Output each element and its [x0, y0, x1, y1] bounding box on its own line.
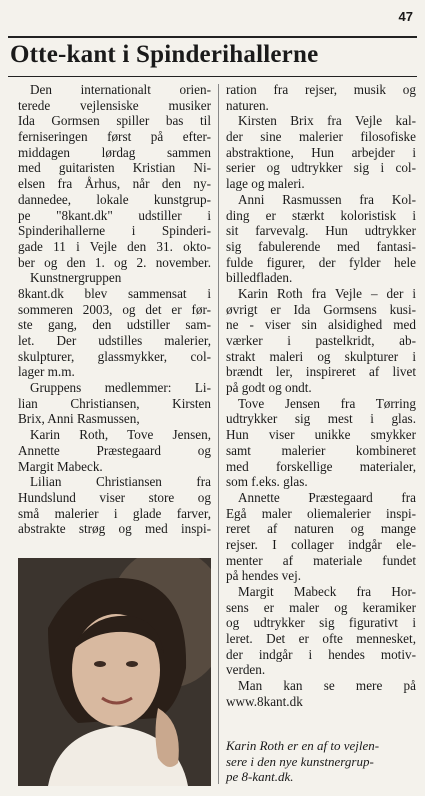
article-text-line: Egå maler oliemalerier inspi- [226, 505, 416, 521]
article-text-line: pe "8kant.dk" udstiller i [18, 207, 211, 223]
caption-line: Karin Roth er en af to vejlen- [226, 738, 380, 753]
article-text-line: med forskellige materialer, [226, 458, 416, 474]
article-text-line: terede vejlensiske musiker [18, 97, 211, 113]
article-text-line: ration fra rejser, musik og [226, 82, 416, 97]
article-headline: Otte-kant i Spinderihallerne [10, 41, 319, 68]
article-text-line: Annette Præstegaard og [18, 442, 211, 458]
article-text-line: værker i pastelkridt, ab- [226, 333, 416, 348]
portrait-photo [18, 558, 211, 786]
article-text-line: Tove Jensen fra Tørring [238, 395, 416, 411]
article-text-line: ber og den 1. og 2. november. [18, 254, 211, 270]
article-column-right [226, 82, 416, 710]
article-text-line: øvrigt er Ida Gormsens kusi- [226, 301, 416, 317]
article-text-line: som f.eks. glas. [226, 474, 308, 490]
article-text-line: reret af naturen og mange [226, 521, 416, 537]
article-text-line: sommeren 2003, og det er før- [18, 301, 211, 317]
article-text-line: www.8kant.dk [226, 693, 303, 709]
article-column-left [18, 82, 211, 537]
article-text-line: brændt ler, inspireret af livet [226, 364, 416, 380]
photo-caption [226, 738, 416, 785]
article-text-line: Kunstnergruppen [30, 270, 122, 286]
article-text-line: lian Christiansen, Kirsten [18, 395, 211, 411]
article-text-line: sig fabulerende med fantasi- [226, 238, 416, 254]
article-text-line: leret. Det er ofte mennesket, [226, 631, 416, 647]
article-text-line: lager m.m. [18, 364, 75, 380]
article-text-line: gade 11 i Vejle den 31. okto- [18, 238, 211, 254]
article-text-line: Margit Mabeck. [18, 458, 103, 474]
article-text-line: Brix, Anni Rasmussen, [18, 411, 140, 427]
article-text-line: Man kan se mere på [238, 678, 416, 694]
page-number: 47 [398, 9, 413, 24]
article-text-line: billedfladen. [226, 270, 293, 286]
article-text-line: samt malerier kombineret [226, 442, 416, 458]
article-text-line: rejser. I collager indgår ele- [226, 536, 416, 552]
article-text-line: naturen. [226, 97, 269, 113]
article-text-line: og udtrykker sig figurativt i [226, 615, 416, 631]
article-text-line: middagen lørdag sammen [18, 144, 211, 160]
article-text-line: Hun viser unikke smykker [226, 427, 416, 443]
article-text-line: verden. [226, 662, 266, 678]
article-text-line: fulde figurer, der fylder hele [226, 254, 416, 270]
article-text-line: abstrakte strøg og med inspi- [18, 521, 211, 537]
article-text-line: strakt maleri og skulpturer i [226, 348, 416, 364]
article-text-line: skulpturer, glassmykker, col- [18, 348, 211, 364]
article-text-line: Margit Mabeck fra Hor- [238, 584, 416, 599]
article-text-line: Karin Roth, Tove Jensen, [30, 427, 211, 443]
article-text-line: ne - viser sin alsidighed med [226, 317, 416, 333]
article-text-line: ste gang, den udstiller sam- [18, 317, 211, 333]
article-text-line: ferniseringen først på efter- [18, 129, 211, 145]
article-text-line: Den internationalt orien- [30, 82, 211, 97]
article-text-line: Lilian Christiansen fra [30, 474, 211, 490]
article-text-line: ding er stærkt koloristisk i [226, 207, 416, 223]
article-text-line: små malerier i glade farver, [18, 505, 211, 521]
article-text-line: der indgår i hendes motiv- [226, 646, 416, 662]
column-divider [218, 84, 219, 784]
article-text-line: Gruppens medlemmer: Li- [30, 380, 211, 396]
article-text-line: 8kant.dk blev sammensat i [18, 285, 211, 301]
article-text-line: på godt og ondt. [226, 380, 312, 396]
article-text-line: udtrykker sig mest i glas. [226, 411, 416, 427]
headline-rule [8, 76, 417, 77]
caption-line: sere i den nye kunstnergrup- [226, 753, 374, 769]
article-text-line: dannedee, lokale kunstgrup- [18, 191, 211, 207]
article-text-line: let. Der udstilles malerier, [18, 333, 211, 348]
article-text-line: sit farvevalg. Hun udtrykker [226, 223, 416, 239]
article-text-line: Karin Roth fra Vejle – der i [238, 285, 416, 301]
article-text-line: sens er maler og keramiker [226, 599, 416, 615]
article-text-line: på hendes vej. [226, 568, 302, 584]
article-text-line: Annette Præstegaard fra [238, 489, 416, 505]
article-text-line: der sine malerier filosofiske [226, 129, 416, 145]
article-text-line: elsen fra Århus, når den ny- [18, 176, 211, 192]
top-rule [8, 36, 417, 38]
article-text-line: med guitaristen Kristian Ni- [18, 160, 211, 176]
caption-line: pe 8-kant.dk. [226, 769, 294, 784]
article-text-line: Spinderihallerne i Spinderi- [18, 223, 211, 239]
article-text-line: abstraktione, Hun arbejder i [226, 144, 416, 160]
article-text-line: Ida Gormsen spiller bas til [18, 113, 211, 129]
article-text-line: lage og maleri. [226, 176, 305, 192]
article-text-line: serier og udtrykker sig i col- [226, 160, 416, 176]
article-text-line: menter af materiale fundet [226, 552, 416, 568]
article-text-line: Kirsten Brix fra Vejle kal- [238, 113, 416, 129]
article-text-line: Hundslund viser store og [18, 489, 211, 505]
article-text-line: Anni Rasmussen fra Kol- [238, 191, 416, 207]
